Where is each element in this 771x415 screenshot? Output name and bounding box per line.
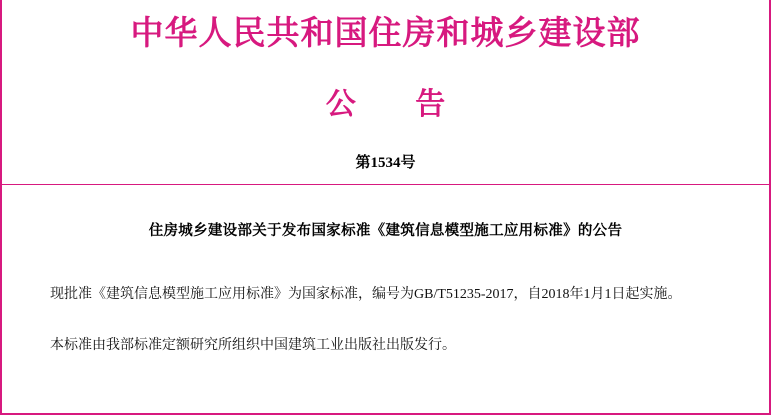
announcement-title: 住房城乡建设部关于发布国家标准《建筑信息模型施工应用标准》的公告 [148, 222, 623, 239]
body-paragraph-2: 本标准由我部标准定额研究所组织中国建筑工业出版社出版发行。 [50, 337, 456, 353]
page-title: 中华人民共和国住房和城乡建设部 [130, 16, 641, 52]
header-divider [2, 184, 769, 185]
document-content [2, 0, 769, 415]
document-type-heading: 公 告 [325, 87, 472, 121]
document-number: 第1534号 [355, 154, 416, 171]
body-paragraph-1: 现批准《建筑信息模型施工应用标准》为国家标准，编号为GB/T51235-2017，自2018年1月1日起实施。 [50, 286, 682, 302]
